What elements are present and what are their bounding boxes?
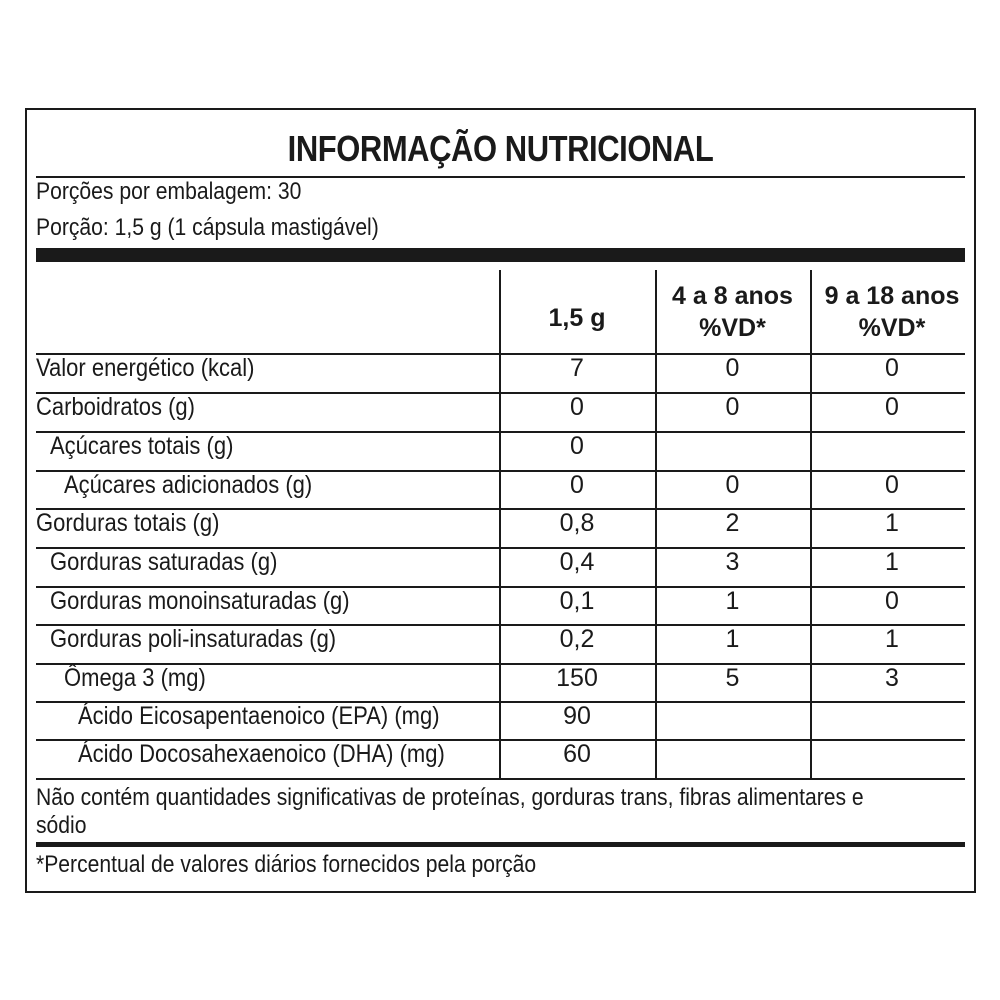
value-vd-4-8: 0 xyxy=(725,354,740,382)
value-portion: 60 xyxy=(563,740,591,768)
value-portion: 0 xyxy=(570,393,584,421)
value-vd-9-18: 0 xyxy=(885,393,899,421)
nutrient-label: Ácido Eicosapentaenoico (EPA) (mg) xyxy=(78,702,440,730)
panel-title: INFORMAÇÃO NUTRICIONAL xyxy=(287,128,714,169)
value-vd-9-18: 1 xyxy=(885,625,899,653)
value-vd-9-18: 0 xyxy=(885,587,899,615)
nutrient-label: Ômega 3 (mg) xyxy=(64,664,206,692)
nutrition-facts-panel xyxy=(25,108,976,893)
value-portion: 0,2 xyxy=(559,625,595,653)
value-vd-9-18: 1 xyxy=(885,509,899,537)
value-vd-4-8: 1 xyxy=(725,625,740,653)
value-portion: 7 xyxy=(570,354,584,382)
value-vd-9-18: 1 xyxy=(885,548,899,576)
value-vd-4-8: 5 xyxy=(725,664,740,692)
value-portion: 0,1 xyxy=(559,587,595,615)
value-vd-9-18: 0 xyxy=(885,354,899,382)
thick-divider xyxy=(36,248,965,262)
header-4-8-years xyxy=(655,280,810,344)
header-portion: 1,5 g xyxy=(548,304,606,332)
value-vd-9-18: 0 xyxy=(885,471,899,499)
value-vd-4-8: 3 xyxy=(725,548,740,576)
value-portion: 150 xyxy=(556,664,598,692)
nutrient-label: Valor energético (kcal) xyxy=(36,354,255,382)
nutrient-label: Gorduras totais (g) xyxy=(36,509,220,537)
divider xyxy=(36,778,965,780)
value-vd-4-8: 0 xyxy=(725,393,740,421)
value-vd-4-8: 1 xyxy=(725,587,740,615)
serving-size: Porção: 1,5 g (1 cápsula mastigável) xyxy=(36,214,379,241)
servings-per-package: Porções por embalagem: 30 xyxy=(36,178,302,205)
value-vd-4-8: 2 xyxy=(725,509,740,537)
value-vd-9-18: 3 xyxy=(885,664,899,692)
value-portion: 0 xyxy=(570,432,584,460)
thick-divider xyxy=(36,842,965,847)
note-text: Não contém quantidades significativas de proteínas, gorduras trans, fibras alimentares e sódio xyxy=(36,784,864,839)
nutrient-label: Gorduras monoinsaturadas (g) xyxy=(50,587,350,615)
header-4-8-years-age: 4 a 8 anos xyxy=(672,282,793,310)
footnote-text: *Percentual de valores diários fornecidos pela porção xyxy=(36,851,537,878)
header-4-8-years-vd: %VD* xyxy=(699,314,766,342)
nutrient-label: Açúcares adicionados (g) xyxy=(64,471,313,499)
value-vd-4-8: 0 xyxy=(725,471,740,499)
nutrient-label: Gorduras poli-insaturadas (g) xyxy=(50,625,337,653)
header-9-18-years-age: 9 a 18 anos xyxy=(824,282,960,310)
nutrient-label: Gorduras saturadas (g) xyxy=(50,548,278,576)
header-9-18-years-vd: %VD* xyxy=(858,314,926,342)
header-9-18-years xyxy=(810,280,974,344)
value-portion: 0,4 xyxy=(559,548,595,576)
nutrient-label: Ácido Docosahexaenoico (DHA) (mg) xyxy=(78,740,445,768)
nutrient-label: Carboidratos (g) xyxy=(36,393,195,421)
value-portion: 0,8 xyxy=(559,509,595,537)
value-portion: 0 xyxy=(570,471,584,499)
nutrient-label: Açúcares totais (g) xyxy=(50,432,234,460)
value-portion: 90 xyxy=(563,702,591,730)
